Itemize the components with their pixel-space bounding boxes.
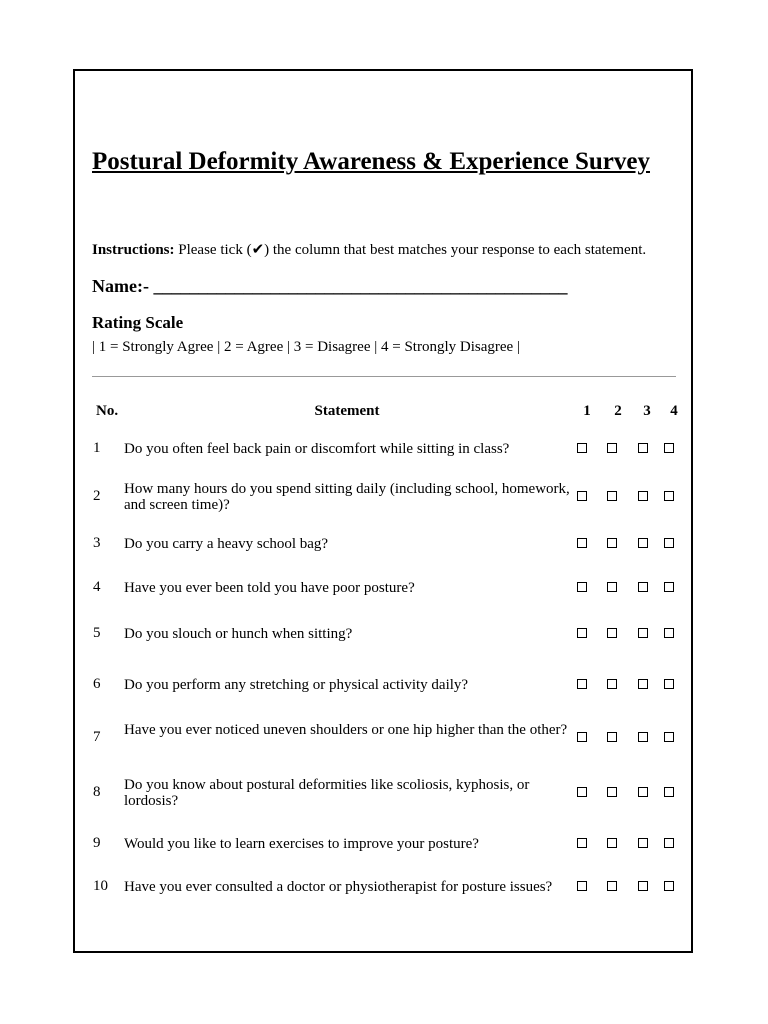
rating-checkbox-1[interactable] — [577, 443, 587, 453]
rating-checkbox-2[interactable] — [607, 538, 617, 548]
rating-checkbox-2[interactable] — [607, 491, 617, 501]
header-col-1: 1 — [583, 403, 591, 419]
header-col-4: 4 — [670, 403, 678, 419]
rating-checkbox-3[interactable] — [638, 881, 648, 891]
row-statement: Do you slouch or hunch when sitting? — [124, 626, 353, 642]
row-number: 10 — [93, 878, 108, 894]
rating-checkbox-2[interactable] — [607, 881, 617, 891]
rating-checkbox-1[interactable] — [577, 838, 587, 848]
rating-checkbox-4[interactable] — [664, 538, 674, 548]
rating-checkbox-2[interactable] — [607, 732, 617, 742]
rating-checkbox-3[interactable] — [638, 538, 648, 548]
rating-checkbox-2[interactable] — [607, 443, 617, 453]
header-no: No. — [96, 403, 119, 419]
row-number: 5 — [93, 625, 101, 641]
row-number: 2 — [93, 488, 101, 504]
rating-checkbox-2[interactable] — [607, 628, 617, 638]
header-col-3: 3 — [643, 403, 651, 419]
rating-checkbox-2[interactable] — [607, 582, 617, 592]
rating-checkbox-3[interactable] — [638, 679, 648, 689]
rating-checkbox-3[interactable] — [638, 628, 648, 638]
row-statement: Have you ever consulted a doctor or physiotherapist for posture issues? — [124, 879, 553, 895]
header-statement: Statement — [314, 403, 380, 419]
rating-checkbox-1[interactable] — [577, 881, 587, 891]
rating-checkbox-2[interactable] — [607, 787, 617, 797]
row-number: 8 — [93, 784, 101, 800]
rating-checkbox-3[interactable] — [638, 582, 648, 592]
row-statement: How many hours do you spend sitting daily (including school, homework, and screen time)? — [124, 481, 570, 513]
rating-checkbox-3[interactable] — [638, 732, 648, 742]
rating-checkbox-1[interactable] — [577, 491, 587, 501]
rating-checkbox-4[interactable] — [664, 838, 674, 848]
rating-scale-heading: Rating Scale — [92, 313, 184, 332]
name-field[interactable]: Name:- ______________________________________________ — [92, 276, 568, 296]
instructions-text: Please tick (✔) the column that best matches your response to each statement. — [174, 242, 647, 258]
rating-checkbox-4[interactable] — [664, 787, 674, 797]
rating-checkbox-3[interactable] — [638, 838, 648, 848]
rating-checkbox-1[interactable] — [577, 628, 587, 638]
rating-scale-text: | 1 = Strongly Agree | 2 = Agree | 3 = Disagree | 4 = Strongly Disagree | — [92, 339, 520, 355]
rating-checkbox-2[interactable] — [607, 679, 617, 689]
survey-title: Postural Deformity Awareness & Experience Survey — [92, 148, 650, 175]
rating-checkbox-1[interactable] — [577, 732, 587, 742]
rating-checkbox-4[interactable] — [664, 881, 674, 891]
row-statement: Do you carry a heavy school bag? — [124, 536, 329, 552]
rating-checkbox-4[interactable] — [664, 491, 674, 501]
rating-checkbox-4[interactable] — [664, 628, 674, 638]
row-number: 9 — [93, 835, 101, 851]
row-statement: Do you perform any stretching or physical activity daily? — [124, 677, 469, 693]
rating-checkbox-4[interactable] — [664, 582, 674, 592]
rating-checkbox-3[interactable] — [638, 443, 648, 453]
row-number: 4 — [93, 579, 101, 595]
rating-checkbox-1[interactable] — [577, 538, 587, 548]
rating-checkbox-1[interactable] — [577, 582, 587, 592]
row-statement: Have you ever noticed uneven shoulders or one hip higher than the other? — [124, 722, 568, 738]
rating-checkbox-4[interactable] — [664, 732, 674, 742]
row-statement: Do you often feel back pain or discomfort while sitting in class? — [124, 441, 510, 457]
divider — [92, 376, 676, 377]
instructions — [92, 240, 646, 259]
row-statement: Have you ever been told you have poor posture? — [124, 580, 415, 596]
row-number: 3 — [93, 535, 101, 551]
rating-checkbox-1[interactable] — [577, 679, 587, 689]
row-number: 7 — [93, 729, 101, 745]
rating-checkbox-4[interactable] — [664, 443, 674, 453]
row-statement: Do you know about postural deformities like scoliosis, kyphosis, or lordosis? — [124, 777, 530, 809]
rating-checkbox-2[interactable] — [607, 838, 617, 848]
rating-checkbox-4[interactable] — [664, 679, 674, 689]
rating-checkbox-3[interactable] — [638, 787, 648, 797]
rating-checkbox-1[interactable] — [577, 787, 587, 797]
row-number: 6 — [93, 676, 101, 692]
row-statement: Would you like to learn exercises to improve your posture? — [124, 836, 479, 852]
header-col-2: 2 — [614, 403, 622, 419]
instructions-label: Instructions: — [92, 242, 175, 258]
row-number: 1 — [93, 440, 101, 456]
rating-checkbox-3[interactable] — [638, 491, 648, 501]
